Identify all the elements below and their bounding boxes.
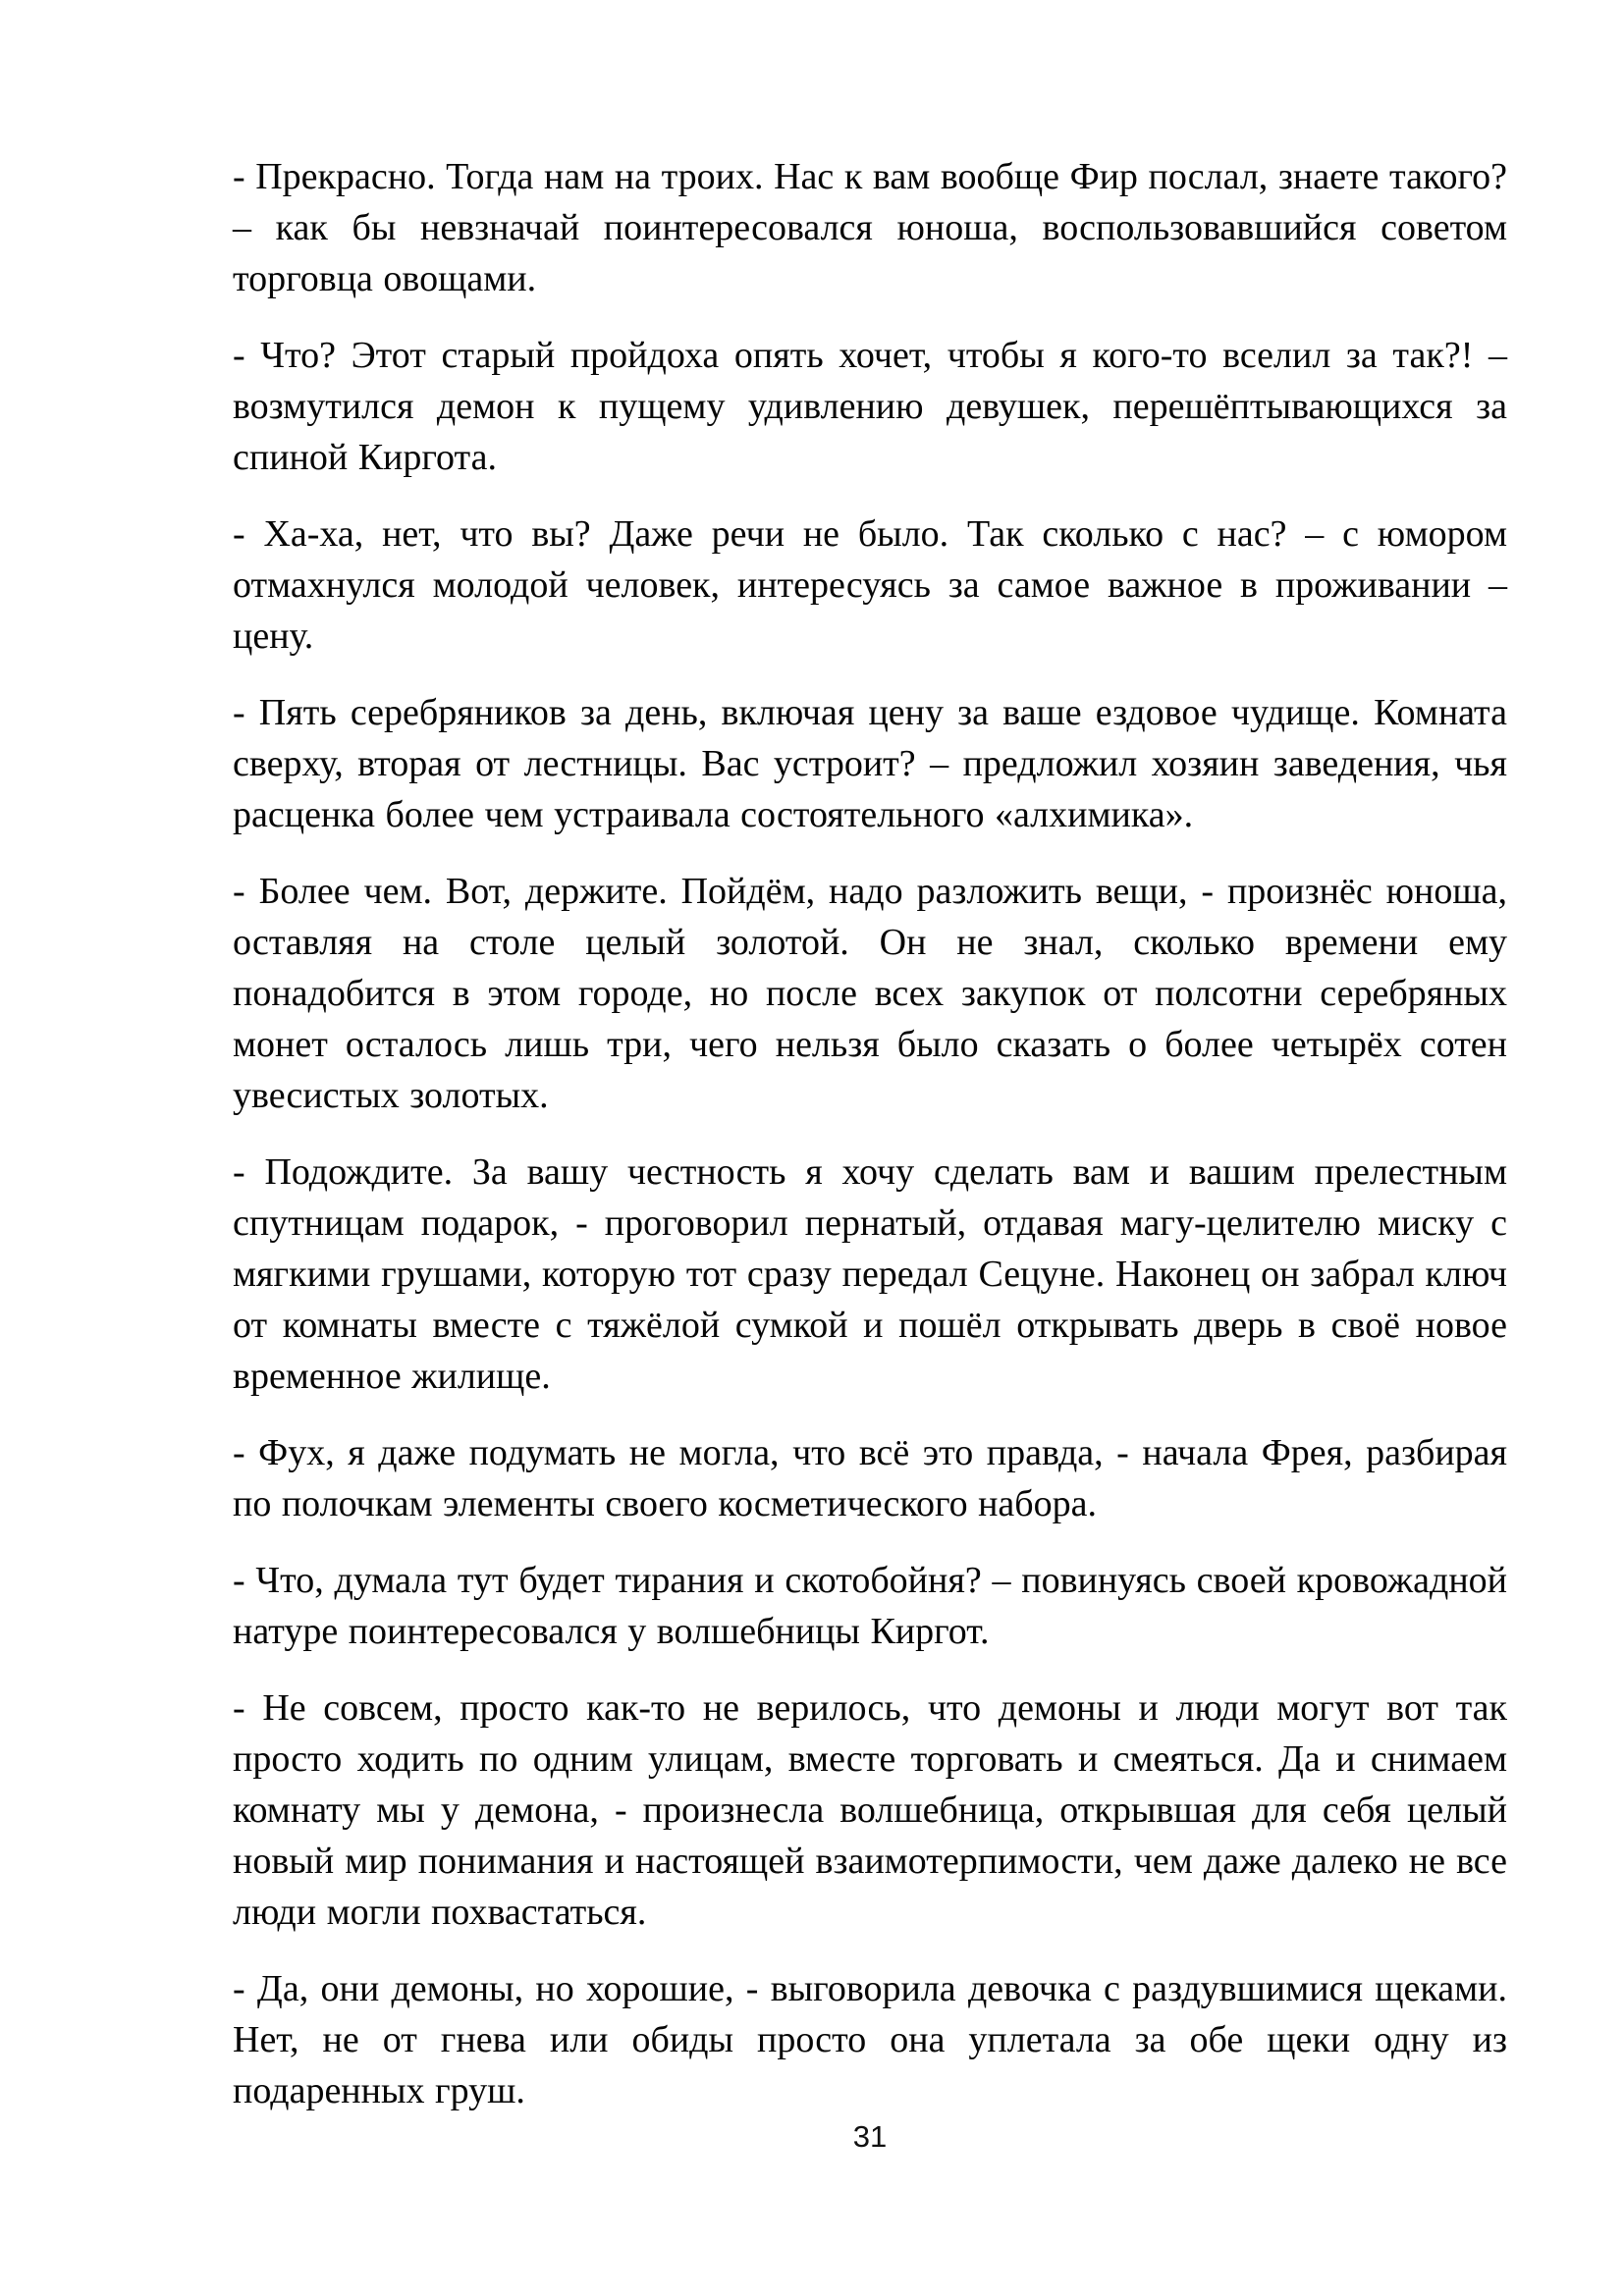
paragraph: - Что, думала тут будет тирания и скотобойня? – повинуясь своей кровожадной натуре поинтересовался у волшебницы Киргот. (233, 1560, 1507, 1652)
paragraph: - Фух, я даже подумать не могла, что всё это правда, - начала Фрея, разбирая по полочкам элементы своего косметического набора. (233, 1432, 1507, 1524)
paragraph: - Ха-ха, нет, что вы? Даже речи не было. Так сколько с нас? – с юмором отмахнулся молодой человек, интересуясь за самое важное в проживании – цену. (233, 513, 1507, 657)
paragraph: - Не совсем, просто как-то не верилось, что демоны и люди могут вот так просто ходить по одним улицам, вместе торговать и смеяться. Да и снимаем комнату мы у демона, - произнесла волшебница, открывшая для себя целый новый мир понимания и настоящей взаимотерпимости, чем даже далеко не все люди могли похвастаться. (233, 1687, 1507, 1933)
paragraph: - Что? Этот старый пройдоха опять хочет, чтобы я кого-то вселил за так?! – возмутился демон к пущему удивлению девушек, перешёптывающихся за спиной Киргота. (233, 335, 1507, 478)
paragraph: - Пять серебряников за день, включая цену за ваше ездовое чудище. Комната сверху, вторая от лестницы. Вас устроит? – предложил хозяин заведения, чья расценка более чем устраивала состоятельного «алхимика». (233, 692, 1507, 835)
paragraph: - Подождите. За вашу честность я хочу сделать вам и вашим прелестным спутницам подарок, - проговорил пернатый, отдавая магу-целителю миску с мягкими грушами, которую тот сразу передал Сецуне. Наконец он забрал ключ от комнаты вместе с тяжёлой сумкой и пошёл открывать дверь в своё новое временное жилище. (233, 1151, 1507, 1397)
page-number: 31 (852, 2119, 888, 2154)
text-content (233, 151, 1507, 2116)
paragraph: - Прекрасно. Тогда нам на троих. Нас к вам вообще Фир послал, знаете такого? – как бы невзначай поинтересовался юноша, воспользовавшийся советом торговца овощами. (233, 156, 1507, 299)
page-footer (233, 2118, 1507, 2156)
paragraph: - Да, они демоны, но хорошие, - выговорила девочка с раздувшимися щеками. Нет, не от гнева или обиды просто она уплетала за обе щеки одну из подаренных груш. (233, 1968, 1507, 2111)
paragraph: - Более чем. Вот, держите. Пойдём, надо разложить вещи, - произнёс юноша, оставляя на столе целый золотой. Он не знал, сколько времени ему понадобится в этом городе, но после всех закупок от полсотни серебряных монет осталось лишь три, чего нельзя было сказать о более четырёх сотен увесистых золотых. (233, 871, 1507, 1116)
